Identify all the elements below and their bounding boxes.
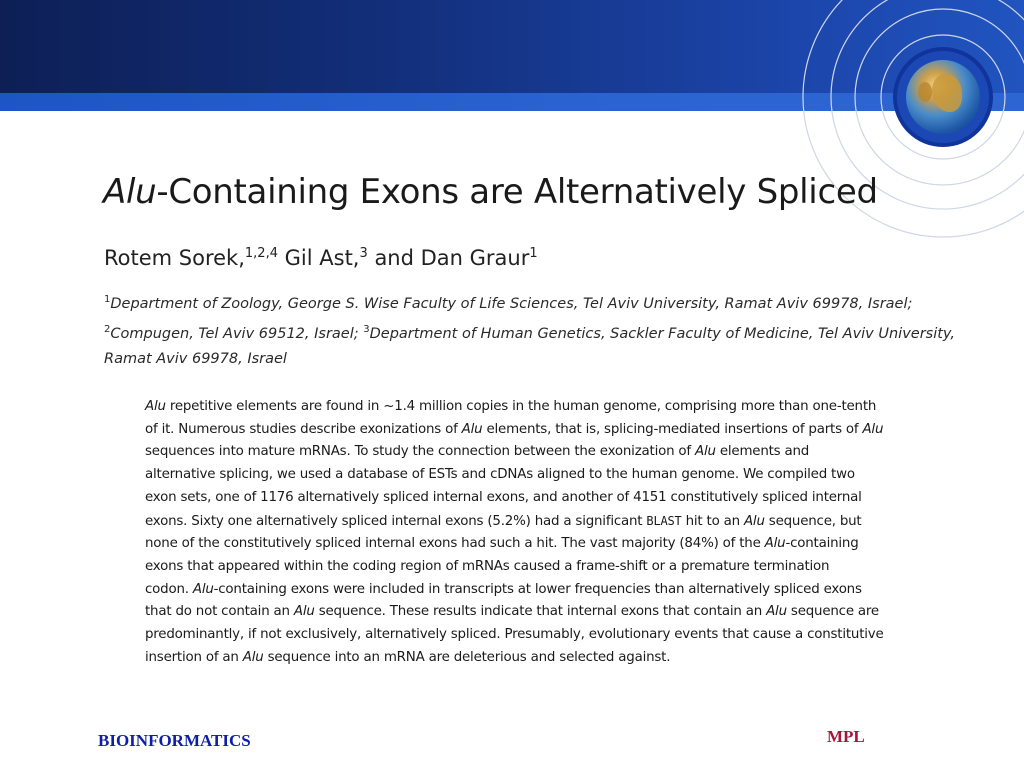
abstract: Alu repetitive elements are found in ~1.4 million copies in the human genome, comprising more than one-tenth of it. Numerous studies describe exonizations of Alu elements, that is, splicing-mediated insertions of parts of Alu sequences into mature mRNAs. To study the connection between the exonization of Alu elements and alternative splicing, we used a database of ESTs and cDNAs aligned to the human genome. We compiled two exon sets, one of 1176 alternatively spliced internal exons, and another of 4151 constitutively spliced internal exons. Sixty one alternatively spliced internal exons (5.2%) had a significant BLAST hit to an Alu sequence, but none of the constitutively spliced internal exons had such a hit. The vast majority (84%) of the Alu-containing exons that appeared within the coding region of mRNAs caused a frame-shift or a premature termination codon. Alu-containing exons were included in transcripts at lower frequencies than alternatively spliced exons that do not contain an Alu sequence. These results indicate that internal exons that contain an Alu sequence are predominantly, if not exclusively, alternatively spliced. Presumably, evolutionary events that cause a constitutive insertion of an Alu sequence into an mRNA are deleterious and selected against. [145, 399, 884, 665]
affiliations: $^1$Department of Zoology, George S. Wise Faculty of Life Sciences, Tel Aviv University, Ramat Aviv 69978, Israel; $^2$Compugen, Tel Aviv 69512, Israel; $^3$Department of Human Genetics, Sackler Faculty of Medicine, Tel Aviv University, Ramat Aviv 69978, Israel [104, 294, 955, 367]
footer-left-label: BIOINFORMATICS [98, 731, 251, 750]
footer-right-label: MPL [827, 727, 865, 746]
globe-icon [897, 51, 989, 143]
author-list: Rotem Sorek,$^{1,2,4}$ Gil Ast,$^3$ and Dan Graur$^1$ [104, 246, 538, 270]
paper-title: Alu-Containing Exons are Alternatively Spliced [103, 172, 878, 212]
decorative-arcs [780, 0, 1024, 260]
